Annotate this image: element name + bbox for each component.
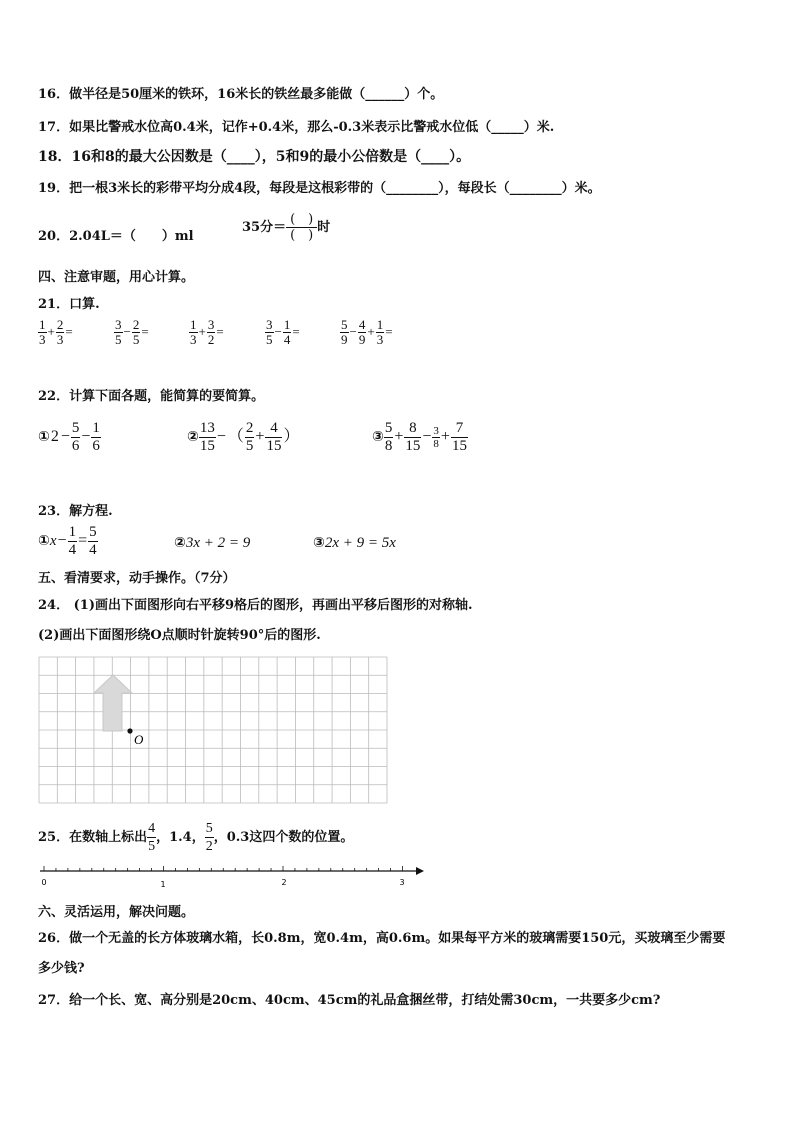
frac-num: 1 (68, 524, 77, 540)
number-line (36, 860, 426, 890)
equation: 3x + 2 = 9 (185, 535, 251, 551)
question-26-line1: 26．做一个无盖的长方体玻璃水箱，长0.8m，宽0.4m，高0.6m。如果每平方米的玻璃需要150元，买玻璃至少需要 (38, 931, 726, 946)
tick-label-3: 3 (399, 878, 405, 887)
frac-num: 5 (89, 524, 97, 540)
question-21-label: 21．口算. (38, 297, 100, 312)
tick-label-0: 0 (41, 878, 47, 887)
frac-den: 15 (266, 438, 282, 454)
frac-den: 5 (245, 438, 254, 454)
operator: + (367, 324, 375, 339)
frac-num: 3 (433, 425, 439, 437)
frac-den: 4 (89, 542, 97, 558)
operator: − (274, 324, 282, 339)
equals: = (141, 324, 149, 339)
grid-lines (39, 657, 387, 803)
operator: + (394, 428, 404, 445)
operator: − (349, 324, 357, 339)
frac-num: 5 (71, 420, 80, 436)
q22-item-2 (187, 420, 300, 455)
variable-x: x (49, 533, 57, 549)
point-o-label: O (134, 732, 144, 747)
equals: = (216, 324, 224, 339)
section-6-heading: 六、灵活运用，解决问题。 (38, 905, 195, 920)
circled-number: ② (187, 429, 199, 445)
tick-label-1: 1 (160, 880, 166, 889)
section-5-heading: 五、看清要求，动手操作。（7分） (38, 571, 236, 586)
frac-num: 8 (404, 420, 421, 438)
operator: + (440, 428, 450, 445)
frac-den: 4 (68, 542, 77, 558)
frac-num: 5 (341, 317, 348, 332)
right-paren: ） (283, 428, 300, 445)
operator: − (57, 532, 67, 549)
frac-den: 6 (92, 438, 100, 454)
equals: = (65, 324, 73, 339)
question-26-line2: 多少钱? (38, 961, 85, 976)
frac-den: 15 (405, 438, 421, 454)
frac-num: 2 (245, 420, 254, 436)
arrow-shape (94, 675, 132, 731)
question-22-label: 22．计算下面各题，能简算的要简算。 (38, 389, 265, 404)
circled-number: ② (174, 535, 186, 551)
frac-num: 3 (266, 317, 273, 332)
frac-num: 4 (358, 317, 366, 332)
frac-num: 13 (199, 420, 215, 436)
whole-number: 2 (50, 428, 59, 445)
frac-den: 5 (132, 332, 140, 347)
q20-suffix: 时 (317, 220, 331, 235)
operator: − (422, 428, 432, 445)
equals: = (292, 324, 300, 339)
frac-num: 3 (115, 317, 122, 332)
operator: − (81, 428, 91, 445)
frac-num: 1 (39, 317, 46, 332)
q20-numerator: ( ) (286, 212, 317, 228)
frac-den: 5 (148, 839, 156, 854)
q25-suffix: ，0.3这四个数的位置。 (213, 830, 354, 845)
q25-prefix: 25．在数轴上标出 (38, 830, 148, 845)
frac-den: 9 (341, 332, 348, 347)
question-18: 18．16和8的最大公因数是（____），5和9的最小公倍数是（____）。 (38, 149, 471, 165)
frac-den: 4 (283, 332, 291, 347)
frac-den: 15 (199, 438, 215, 454)
frac-num: 1 (190, 317, 197, 332)
frac-den: 2 (205, 839, 213, 854)
q21-item-5 (340, 318, 394, 347)
number-line-arrow (416, 867, 424, 875)
circled-number: ③ (372, 429, 384, 445)
question-20b (242, 212, 330, 243)
q20-fraction (286, 212, 317, 243)
section-4-heading: 四、注意审题，用心计算。 (38, 270, 195, 285)
frac-den: 3 (56, 332, 64, 347)
q23-item-1 (38, 524, 98, 559)
question-24-line1: 24． (1)画出下面图形向右平移9格后的图形，再画出平移后图形的对称轴. (38, 598, 473, 613)
circled-number: ① (38, 533, 50, 549)
frac-den: 15 (451, 438, 467, 454)
q21-item-2 (114, 318, 150, 347)
frac-num: 4 (265, 420, 282, 438)
q20-denominator: ( ) (290, 228, 314, 243)
frac-num: 5 (384, 420, 393, 436)
frac-den: 3 (376, 332, 384, 347)
operator: − (123, 324, 131, 339)
frac-num: 1 (283, 317, 291, 332)
operator: − (60, 428, 70, 445)
operator: − (216, 428, 226, 445)
frac-den: 9 (358, 332, 366, 347)
question-20a: 20．2.04L＝（ ）ml (38, 229, 194, 244)
frac-num: 2 (132, 317, 140, 332)
frac-den: 3 (190, 332, 197, 347)
question-16: 16．做半径是50厘米的铁环，16米长的铁丝最多能做（______）个。 (38, 87, 444, 102)
equation: 2x + 9 = 5x (324, 535, 396, 551)
left-paren: （ (227, 428, 244, 445)
frac-num: 2 (56, 317, 64, 332)
circled-number: ③ (313, 535, 325, 551)
q23-item-3 (313, 535, 396, 552)
frac-den: 2 (207, 332, 215, 347)
frac-num: 4 (148, 821, 156, 836)
frac-den: 5 (266, 332, 273, 347)
frac-num: 1 (92, 420, 100, 436)
frac-den: 6 (71, 438, 80, 454)
q21-item-3 (189, 318, 225, 347)
equals: = (385, 324, 393, 339)
operator: + (47, 324, 55, 339)
question-19: 19．把一根3米长的彩带平均分成4段，每段是这根彩带的（________），每段长（________）米。 (38, 181, 601, 196)
q20-prefix-text: 35分＝ (242, 220, 287, 235)
q21-item-4 (265, 318, 301, 347)
q22-item-3 (372, 420, 468, 455)
circled-number: ① (38, 429, 50, 445)
frac-den: 5 (115, 332, 122, 347)
question-24-line2: (2)画出下面图形绕O点顺时针旋转90°后的图形. (38, 628, 321, 643)
question-25 (38, 820, 353, 855)
q22-item-1 (38, 420, 101, 455)
point-o (127, 728, 132, 733)
tick-label-2: 2 (281, 878, 287, 887)
operator: + (255, 428, 265, 445)
q23-item-2 (174, 535, 250, 552)
q21-item-1 (38, 318, 74, 347)
frac-den: 8 (433, 438, 439, 450)
question-23-label: 23．解方程. (38, 504, 113, 519)
frac-num: 3 (207, 317, 215, 332)
operator: + (198, 324, 206, 339)
grid-figure (38, 656, 388, 804)
frac-num: 1 (376, 317, 384, 332)
question-17: 17．如果比警戒水位高0.4米，记作+0.4米，那么-0.3米表示比警戒水位低（_____）米. (38, 120, 555, 135)
q25-mid: ，1.4， (156, 830, 205, 845)
question-27: 27．给一个长、宽、高分别是20cm、40cm、45cm的礼品盒捆丝带，打结处需30cm，一共要多少cm? (38, 993, 661, 1008)
equals: = (78, 532, 88, 549)
frac-den: 8 (384, 438, 393, 454)
frac-den: 3 (39, 332, 46, 347)
frac-num: 5 (205, 821, 213, 836)
number-line-ticks (44, 866, 403, 871)
frac-num: 7 (451, 420, 468, 438)
